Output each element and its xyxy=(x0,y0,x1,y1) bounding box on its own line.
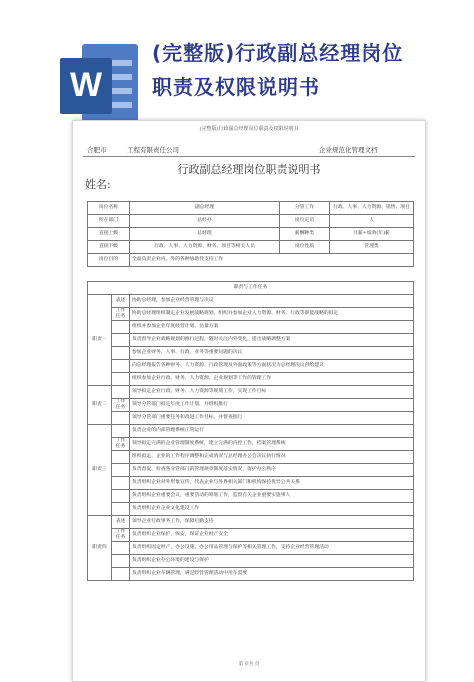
duty-row xyxy=(88,503,414,516)
divider xyxy=(83,156,415,157)
duty-text: 负责组织企业重要会议，重要活动的筹划工作，监督有关企业重要实施事人 xyxy=(130,490,414,503)
duty-text: 领导拟定企业行政、财务、人力资源等规划工作，实现工作目标 xyxy=(130,386,414,399)
info-row xyxy=(88,241,414,254)
duty-text: 协助总经理组织制定企业发展战略规划，组织并参加企业人力资源、财务、行政等职能战略的拟定 xyxy=(130,308,414,321)
info-cell: 所在部门 xyxy=(88,215,130,228)
duty-row xyxy=(88,438,414,451)
duty-text: 组织拟定、企业的工作程序调整和完成情况与总经理办公会决议执行情况 xyxy=(130,451,414,464)
duty-text: 协助总经理，参加企业经营管理与决议 xyxy=(130,295,414,308)
duty-kind xyxy=(112,464,130,477)
duty-row xyxy=(88,412,414,425)
info-cell: 直接下级 xyxy=(88,241,130,254)
info-row xyxy=(88,202,414,215)
duty-group-label: 职责一 xyxy=(88,295,112,386)
doc-title: 行政副总经理岗位职责说明书 xyxy=(177,163,321,176)
duty-kind xyxy=(112,373,130,386)
duty-row xyxy=(88,542,414,555)
duty-kind xyxy=(112,568,130,581)
duty-text: 向总经理报告各种财务、人力资源、行政管理及外面政策等方面状况为总经理决议供给建议 xyxy=(130,360,414,373)
duty-text: 领导企业行政事务工作，保障后勤支持 xyxy=(130,516,414,529)
duty-text: 负责组织企业对外形象宣传，代表企业与外界相关部门和机构保持优异公共关系 xyxy=(130,477,414,490)
duty-kind xyxy=(112,555,130,568)
duty-kind xyxy=(112,490,130,503)
doc-type-label: 企业规范化管理文档 xyxy=(319,146,378,154)
duty-row xyxy=(88,451,414,464)
duties-header: 职责与工作任务 xyxy=(88,282,414,295)
document-banner xyxy=(0,0,474,140)
duty-group-label: 职责四 xyxy=(88,516,112,581)
info-row xyxy=(88,215,414,228)
duties-table xyxy=(87,281,414,581)
duty-group-label: 职责二 xyxy=(88,386,112,425)
purpose-text: 全面负责企业内、外的各种协助性支持工作 xyxy=(130,254,414,267)
company-label: 工程有限责任公司 xyxy=(127,146,179,154)
duty-kind xyxy=(112,412,130,425)
duty-kind xyxy=(112,477,130,490)
duty-text: 组织并参加企业年度经营计划、估量方案 xyxy=(130,321,414,334)
duty-row xyxy=(88,568,414,581)
duty-kind xyxy=(112,451,130,464)
duty-row xyxy=(88,321,414,334)
info-cell: 岗位名称 xyxy=(88,202,130,215)
city-label: 合肥市 xyxy=(87,146,107,154)
duty-row xyxy=(88,373,414,386)
duty-row xyxy=(88,347,414,360)
duty-kind: 表述 xyxy=(112,516,130,529)
duty-row xyxy=(88,425,414,438)
document-title xyxy=(152,36,462,104)
duty-row xyxy=(88,555,414,568)
duty-kind xyxy=(112,503,130,516)
info-cell: 月薪+绩效(年)薪 xyxy=(330,228,414,241)
duty-row xyxy=(88,334,414,347)
info-table xyxy=(87,201,414,267)
info-cell: 薪酬种类 xyxy=(280,228,330,241)
duty-row xyxy=(88,490,414,503)
info-cell: 行政、人事、人力资源、销售、项目 xyxy=(330,202,414,215)
duty-kind xyxy=(112,386,130,399)
duty-kind: 表述 xyxy=(112,295,130,308)
duty-row xyxy=(88,386,414,399)
duty-text: 负责企业的内部管理系统正常运行 xyxy=(130,425,414,438)
duty-text: 负责督促，检查各分管部门的管理规章制度落实情况，保护办公秩序 xyxy=(130,464,414,477)
duty-kind: 工作任务 xyxy=(112,529,130,542)
duty-kind: 工作任务 xyxy=(112,308,130,321)
duty-text: 负责组织企业企业文化建设工作 xyxy=(130,503,414,516)
info-cell: 分管工作 xyxy=(280,202,330,215)
info-cell: 岗位性质 xyxy=(280,241,330,254)
document-page xyxy=(72,120,426,682)
info-cell: 行政、人事、人力资源、财务、项目等相关人员 xyxy=(130,241,280,254)
duty-kind xyxy=(112,334,130,347)
duty-text: 负责组织企业保护，保安，保证企业财产安全 xyxy=(130,529,414,542)
word-document-icon xyxy=(60,44,138,128)
duty-kind: 工作任务 xyxy=(112,399,130,412)
info-row xyxy=(88,228,414,241)
duty-row xyxy=(88,464,414,477)
duty-kind xyxy=(112,347,130,360)
duty-text: 负责督导企业战略规划的推行过程，随时关注内外变化，提出战略调整方案 xyxy=(130,334,414,347)
duty-text: 领导分管部门重要任务和改进工作目标，并督查推行 xyxy=(130,412,414,425)
duty-row xyxy=(88,295,414,308)
title-line-2: 职责及权限说明书 xyxy=(152,75,320,99)
info-cell: 人 xyxy=(330,215,414,228)
duty-group-label: 职责三 xyxy=(88,425,112,516)
duty-kind xyxy=(112,321,130,334)
duty-text: 负责组织企业办公环境的建设与保护 xyxy=(130,555,414,568)
duty-kind: 工作任务 xyxy=(112,438,130,451)
duty-text: 领导拟定完满的企业管理制度系统，建立完满的内控工作，档案管理系统 xyxy=(130,438,414,451)
name-field-label: 姓名: xyxy=(85,178,111,191)
info-cell: 直接上级 xyxy=(88,228,130,241)
duty-text: 负责组织企业车辆管理，满足经营管理活动中用车需要 xyxy=(130,568,414,581)
title-line-1: (完整版)行政副总经理岗位 xyxy=(152,41,404,65)
duty-row xyxy=(88,399,414,412)
duty-row xyxy=(88,360,414,373)
info-cell: 岗位定员 xyxy=(280,215,330,228)
duty-kind xyxy=(112,360,130,373)
duty-text: 参加企业财务、人事、行政、业务等重要问题的决议 xyxy=(130,347,414,360)
info-cell: 总经理 xyxy=(130,228,280,241)
duty-kind xyxy=(112,542,130,555)
page-footer: 第 页共 页 xyxy=(238,662,260,667)
info-cell: 副总经理 xyxy=(130,202,280,215)
duty-kind xyxy=(112,425,130,438)
info-cell: 总经办 xyxy=(130,215,280,228)
duty-text: 负责组织固定财产，办公设施，办公用品管理与保护等相关管理工作，支持企业经营管理活动 xyxy=(130,542,414,555)
duty-row xyxy=(88,477,414,490)
purpose-label: 岗位目的 xyxy=(88,254,130,267)
duty-text: 领导分管部门拟定年度工作计划，并组织推行 xyxy=(130,399,414,412)
duty-row xyxy=(88,516,414,529)
running-header: (完整版)行政副总经理岗位职责及权限说明书 xyxy=(199,126,299,132)
duty-row xyxy=(88,529,414,542)
svg-text:W: W xyxy=(69,66,103,104)
duty-row xyxy=(88,308,414,321)
duty-text: 组织参加企业行政、财务、人力资源、企业规划等工作的管理工作 xyxy=(130,373,414,386)
info-cell: 管理类 xyxy=(330,241,414,254)
